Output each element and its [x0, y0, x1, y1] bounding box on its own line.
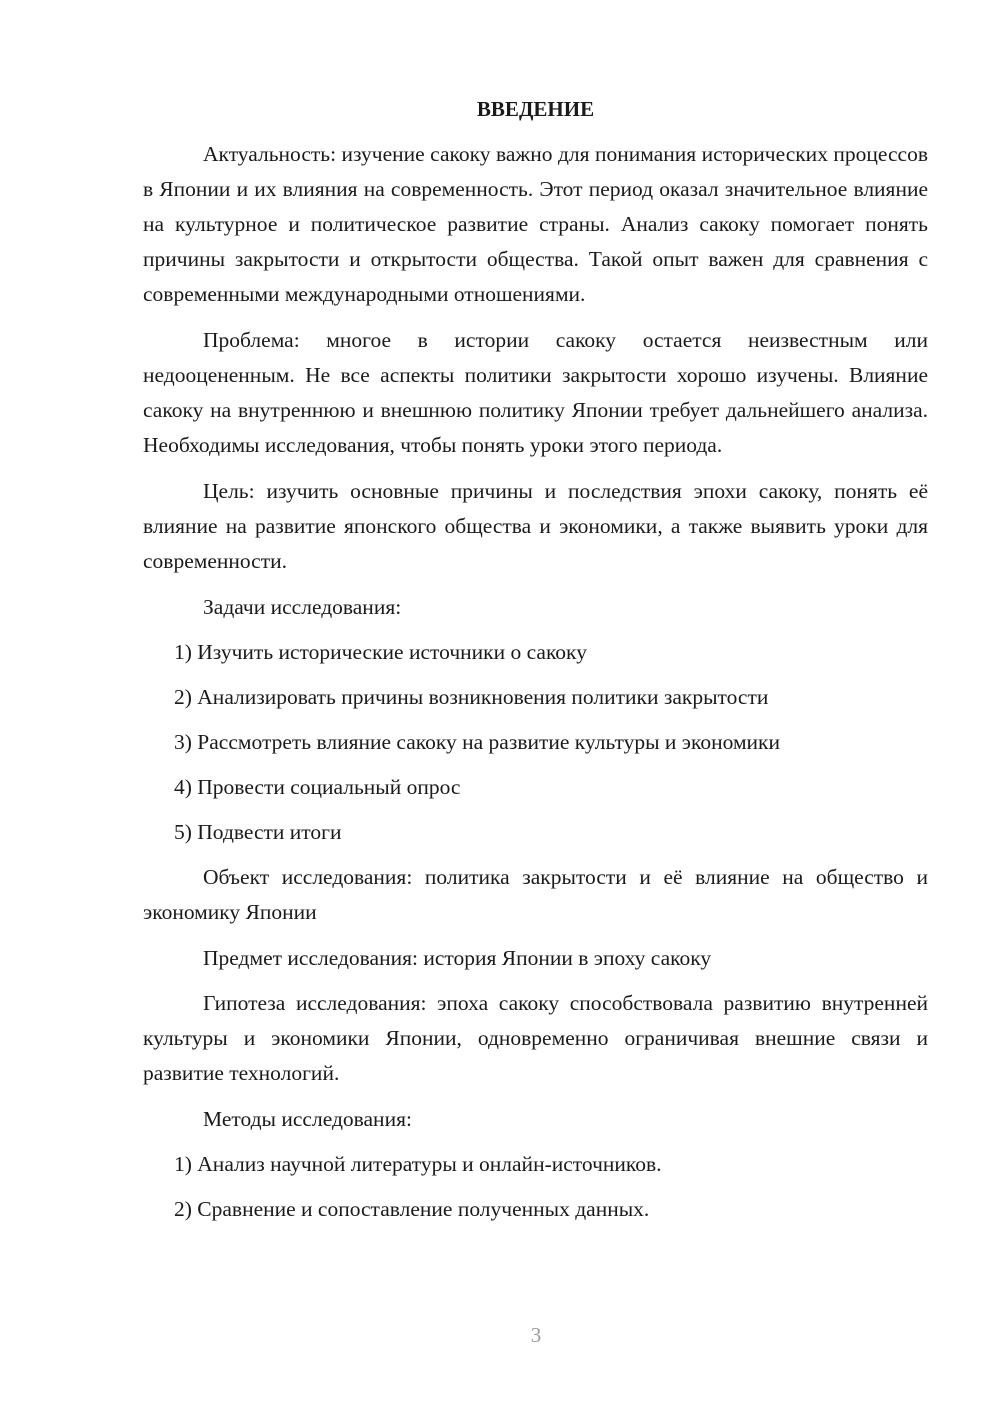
task-item-2: 2) Анализировать причины возникновения политики закрытости — [174, 685, 769, 709]
section-title: ВВЕДЕНИЕ — [476, 97, 595, 121]
methods-heading: Методы исследования: — [203, 1107, 412, 1131]
paragraph-goal: Цель: изучить основные причины и последствия эпохи сакоку, понять её влияние на развитие японского общества и экономики, а также выявить уроки для современности. — [143, 479, 928, 573]
task-item-3: 3) Рассмотреть влияние сакоку на развитие культуры и экономики — [174, 730, 781, 754]
document-page — [143, 92, 928, 1237]
paragraph-hypothesis: Гипотеза исследования: эпоха сакоку способствовала развитию внутренней культуры и экономики Японии, одновременно ограничивая внешние связи и развитие технологий. — [143, 991, 928, 1085]
method-item-2: 2) Сравнение и сопоставление полученных данных. — [174, 1197, 650, 1221]
paragraph-problem: Проблема: многое в истории сакоку остается неизвестным или недооцененным. Не все аспекты политики закрытости хорошо изучены. Влияние сакоку на внутреннюю и внешнюю политику Японии требует дальнейшего анализа. Необходимы исследования, чтобы понять уроки этого периода. — [143, 328, 928, 457]
paragraph-relevance: Актуальность: изучение сакоку важно для понимания исторических процессов в Японии и их влияния на современность. Этот период оказал значительное влияние на культурное и политическое развитие страны. Анализ сакоку помогает понять причины закрытости и открытости общества. Такой опыт важен для сравнения с современными международными отношениями. — [143, 142, 928, 306]
tasks-heading: Задачи исследования: — [203, 595, 402, 619]
page-number: 3 — [530, 1323, 542, 1347]
task-item-5: 5) Подвести итоги — [174, 820, 342, 844]
paragraph-object: Объект исследования: политика закрытости и её влияние на общество и экономику Японии — [143, 865, 928, 924]
method-item-1: 1) Анализ научной литературы и онлайн-источников. — [174, 1152, 662, 1176]
task-item-4: 4) Провести социальный опрос — [174, 775, 461, 799]
paragraph-subject: Предмет исследования: история Японии в эпоху сакоку — [203, 946, 712, 970]
task-item-1: 1) Изучить исторические источники о сакоку — [174, 640, 587, 664]
